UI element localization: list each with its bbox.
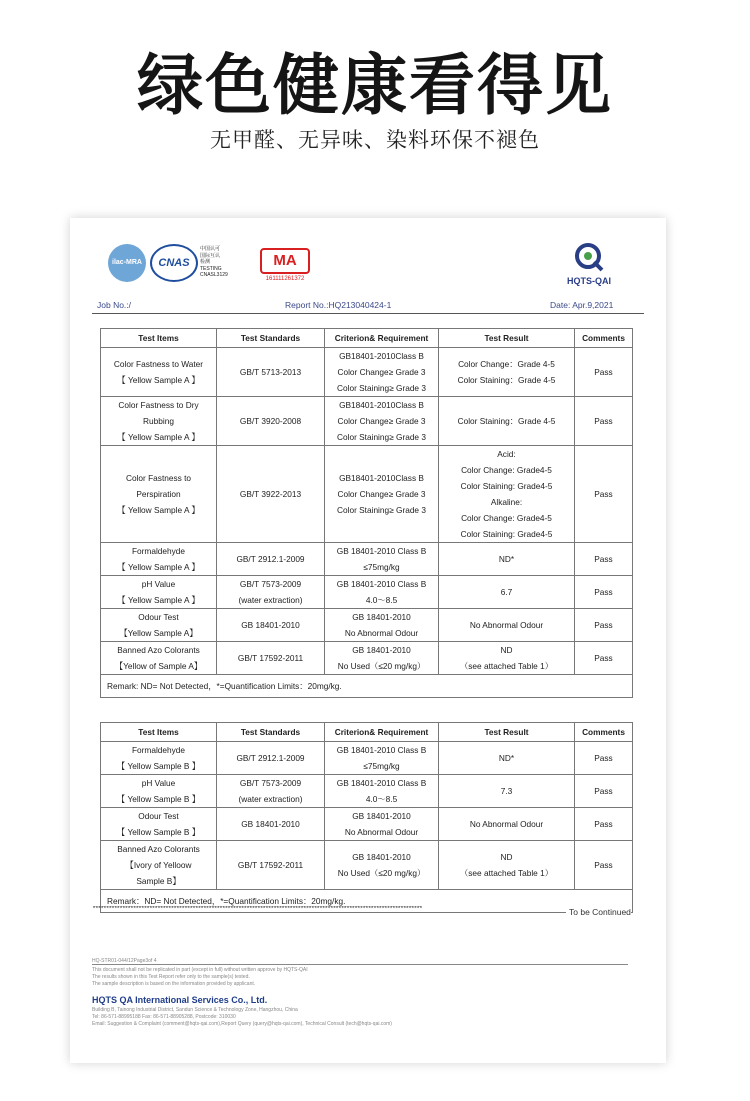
ilac-mra-logo: ilac-MRA: [108, 244, 146, 282]
company-address: Building B, Tainong Industrial District, Sandun Science & Technology Zone, Hangzhou, China: [92, 1007, 298, 1013]
cell-line: 6.7: [500, 587, 513, 597]
cell-line: ≤75mg/kg: [363, 761, 400, 771]
table-row: [101, 576, 633, 609]
report-number: Report No.:HQ213040424-1: [285, 300, 392, 310]
cell-line: Banned Azo Colorants: [117, 844, 200, 854]
cnas-accreditation-text: 中国认可 国际互认 检测 TESTING CNASL3129: [200, 246, 228, 278]
cell-line: GB/T 2912.1-2009: [236, 753, 305, 763]
cell-line: GB/T 5713-2013: [239, 367, 302, 377]
test-result-cell: [439, 841, 575, 890]
cell-line: GB/T 3920-2008: [239, 416, 302, 426]
cell-line: Color Staining≥ Grade 3: [337, 505, 426, 515]
report-date: Date: Apr.9,2021: [550, 300, 614, 310]
results-table-sample-b: [100, 722, 633, 913]
test-standard-cell: [217, 397, 325, 446]
test-result-cell: [439, 808, 575, 841]
cell-line: Color Staining: Grade4-5: [460, 481, 553, 491]
cell-line: GB18401-2010Class B: [339, 473, 424, 483]
cell-line: Color Change: Grade4-5: [461, 513, 552, 523]
criterion-cell: [325, 841, 439, 890]
test-standard-cell: [217, 576, 325, 609]
cell-line: 【 Yellow Sample A 】: [117, 595, 200, 605]
test-result-cell: [439, 397, 575, 446]
test-result-cell: [439, 446, 575, 543]
company-email: Email: Suggestion & Complaint (comment@hqts-qai.com),Report Query (query@hqts-qai.com), Technical Consult (tech@hqts-qai.com): [92, 1021, 392, 1027]
cell-line: GB/T 17592-2011: [237, 860, 304, 870]
cell-line: Formaldehyde: [131, 745, 186, 755]
cell-line: ND*: [498, 554, 515, 564]
cell-line: 【Yellow Sample A】: [119, 628, 198, 638]
comment-cell: Pass: [575, 841, 633, 890]
cell-line: ND*: [498, 753, 515, 763]
cell-line: Color Staining≥ Grade 3: [337, 432, 426, 442]
cell-line: GB 18401-2010: [352, 811, 411, 821]
criterion-cell: [325, 742, 439, 775]
column-header: Test Items: [101, 723, 217, 742]
cell-line: Banned Azo Colorants: [117, 645, 200, 655]
cell-line: 7.3: [500, 786, 513, 796]
test-standard-cell: [217, 775, 325, 808]
cell-line: Color Fastness to Dry: [118, 400, 199, 410]
test-item-cell: [101, 348, 217, 397]
comment-cell: Pass: [575, 348, 633, 397]
hqts-q-icon: [574, 242, 604, 272]
cell-line: Color Staining: Grade4-5: [460, 529, 553, 539]
cell-line: 【Ivory of Yelloow: [125, 860, 192, 870]
table-row: [101, 808, 633, 841]
cell-line: 【 Yellow Sample A 】: [117, 375, 200, 385]
cell-line: Rubbing: [143, 416, 174, 426]
cma-number: 161111261372: [265, 276, 305, 282]
criterion-cell: [325, 446, 439, 543]
test-item-cell: [101, 576, 217, 609]
cell-line: Color Change≥ Grade 3: [337, 416, 426, 426]
cell-line: ND: [500, 645, 513, 655]
table-row: [101, 543, 633, 576]
cell-line: GB18401-2010Class B: [339, 400, 424, 410]
cnas-logo: CNAS: [150, 244, 198, 282]
cell-line: 【 Yellow Sample A 】: [117, 432, 200, 442]
column-header: Comments: [575, 723, 633, 742]
table-row: [101, 609, 633, 642]
comment-cell: Pass: [575, 808, 633, 841]
comment-cell: Pass: [575, 609, 633, 642]
cell-line: Color Staining≥ Grade 3: [337, 383, 426, 393]
cell-line: GB 18401-2010: [352, 612, 411, 622]
test-item-cell: [101, 543, 217, 576]
test-standard-cell: [217, 808, 325, 841]
cell-line: （see attached Table 1）: [459, 868, 554, 878]
test-item-cell: [101, 446, 217, 543]
column-header: Comments: [575, 329, 633, 348]
cell-line: GB 18401-2010 Class B: [336, 778, 427, 788]
criterion-cell: [325, 609, 439, 642]
test-result-cell: [439, 742, 575, 775]
cell-line: Formaldehyde: [131, 546, 186, 556]
cell-line: Odour Test: [138, 612, 179, 622]
criterion-cell: [325, 642, 439, 675]
cell-line: ND: [500, 852, 513, 862]
hqts-logo-text: HQTS-QAI: [567, 276, 611, 286]
to-be-continued: To be Continued: [566, 907, 631, 917]
hqts-logo: [554, 242, 624, 286]
test-item-cell: [101, 742, 217, 775]
column-header: Test Result: [439, 329, 575, 348]
page-subtitle: 无甲醛、无异味、染料环保不褪色: [210, 128, 540, 152]
cell-line: Color Change≥ Grade 3: [337, 367, 426, 377]
cell-line: No Abnormal Odour: [469, 620, 544, 630]
test-item-cell: [101, 808, 217, 841]
test-result-cell: [439, 348, 575, 397]
cell-line: No Abnormal Odour: [344, 827, 419, 837]
cell-line: GB 18401-2010: [352, 645, 411, 655]
cell-line: GB 18401-2010: [352, 852, 411, 862]
comment-cell: Pass: [575, 397, 633, 446]
test-report-document: [70, 218, 666, 1063]
test-item-cell: [101, 642, 217, 675]
cell-line: No Used（≤20 mg/kg）: [337, 661, 426, 671]
dotted-separator: **************************************************************************************************************************: [92, 906, 422, 914]
cell-line: GB/T 2912.1-2009: [236, 554, 305, 564]
table-row: [101, 642, 633, 675]
criterion-cell: [325, 775, 439, 808]
test-result-cell: [439, 576, 575, 609]
table-row: [101, 775, 633, 808]
test-result-cell: [439, 543, 575, 576]
criterion-cell: [325, 397, 439, 446]
cell-line: Color Fastness to: [125, 473, 192, 483]
test-item-cell: [101, 609, 217, 642]
table-header-row: [101, 723, 633, 742]
disclaimer-line: The results shown in this Test Report refer only to the sample(s) tested.: [92, 974, 250, 980]
comment-cell: Pass: [575, 543, 633, 576]
page-title: 绿色健康看得见: [137, 47, 613, 124]
cell-line: 【 Yellow Sample A 】: [117, 505, 200, 515]
footer-divider: [92, 964, 628, 965]
cell-line: GB 18401-2010 Class B: [336, 546, 427, 556]
cell-line: GB/T 3922-2013: [239, 489, 302, 499]
column-header: Criterion& Requirement: [325, 329, 439, 348]
cell-line: Odour Test: [138, 811, 179, 821]
table-row: [101, 397, 633, 446]
criterion-cell: [325, 348, 439, 397]
cell-line: No Abnormal Odour: [469, 819, 544, 829]
cell-line: Acid:: [497, 449, 516, 459]
cma-logo: MA: [260, 248, 310, 274]
test-item-cell: [101, 775, 217, 808]
table-row: [101, 742, 633, 775]
table-row: [101, 841, 633, 890]
test-item-cell: [101, 841, 217, 890]
cell-line: GB/T 17592-2011: [237, 653, 304, 663]
test-standard-cell: [217, 642, 325, 675]
form-number: HQ-STR01-044/12Page3of 4: [92, 958, 157, 964]
cell-line: 【 Yellow Sample B 】: [116, 827, 201, 837]
criterion-cell: [325, 576, 439, 609]
column-header: Criterion& Requirement: [325, 723, 439, 742]
cell-line: GB/T 7573-2009: [239, 579, 302, 589]
company-name: HQTS QA International Services Co., Ltd.: [92, 995, 268, 1005]
cell-line: GB/T 7573-2009: [239, 778, 302, 788]
test-standard-cell: [217, 348, 325, 397]
disclaimer-line: This document shall not be replicated in part (except in full) without written approve by HQTS-QAI: [92, 967, 308, 973]
cell-line: 【 Yellow Sample B 】: [116, 794, 201, 804]
table-header-row: [101, 329, 633, 348]
cell-line: 【 Yellow Sample A 】: [117, 562, 200, 572]
test-standard-cell: [217, 543, 325, 576]
remark-text: Remark: ND= Not Detected，*=Quantification Limits：20mg/kg.: [101, 675, 633, 698]
cell-line: GB18401-2010Class B: [339, 351, 424, 361]
cell-line: ≤75mg/kg: [363, 562, 400, 572]
cell-line: GB 18401-2010: [241, 819, 300, 829]
comment-cell: Pass: [575, 576, 633, 609]
cell-line: GB 18401-2010 Class B: [336, 579, 427, 589]
cell-line: (water extraction): [238, 794, 303, 804]
cell-line: Color Change: Grade4-5: [461, 465, 552, 475]
cell-line: GB 18401-2010 Class B: [336, 745, 427, 755]
test-result-cell: [439, 775, 575, 808]
comment-cell: Pass: [575, 742, 633, 775]
comment-cell: Pass: [575, 775, 633, 808]
cell-line: (water extraction): [238, 595, 303, 605]
cell-line: （see attached Table 1）: [459, 661, 554, 671]
test-standard-cell: [217, 609, 325, 642]
cell-line: Alkaline:: [490, 497, 523, 507]
cell-line: pH Value: [141, 579, 176, 589]
remark-text: Remark：ND= Not Detected，*=Quantification Limits：20mg/kg.: [101, 890, 633, 913]
column-header: Test Result: [439, 723, 575, 742]
cell-line: No Used（≤20 mg/kg）: [337, 868, 426, 878]
cell-line: pH Value: [141, 778, 176, 788]
test-result-cell: [439, 642, 575, 675]
cell-line: 【Yellow of Sample A】: [114, 661, 203, 671]
header-divider: [92, 313, 644, 314]
column-header: Test Items: [101, 329, 217, 348]
table-row: [101, 446, 633, 543]
cell-line: Perspiration: [136, 489, 181, 499]
cell-line: GB 18401-2010: [241, 620, 300, 630]
criterion-cell: [325, 808, 439, 841]
job-number: Job No.:/: [97, 300, 132, 310]
cell-line: Color Staining：Grade 4-5: [457, 375, 556, 385]
cell-line: 【 Yellow Sample B 】: [116, 761, 201, 771]
cell-line: 4.0～8.5: [365, 794, 398, 804]
column-header: Test Standards: [217, 723, 325, 742]
cell-line: Color Change≥ Grade 3: [337, 489, 426, 499]
test-result-cell: [439, 609, 575, 642]
cell-line: Color Fastness to Water: [113, 359, 204, 369]
comment-cell: Pass: [575, 642, 633, 675]
cell-line: 4.0～8.5: [365, 595, 398, 605]
disclaimer-line: The sample description is based on the information provided by applicant.: [92, 981, 256, 987]
test-standard-cell: [217, 446, 325, 543]
cell-line: Color Staining：Grade 4-5: [457, 416, 556, 426]
test-item-cell: [101, 397, 217, 446]
comment-cell: Pass: [575, 446, 633, 543]
cell-line: Sample B】: [136, 876, 181, 886]
cell-line: Color Change：Grade 4-5: [458, 359, 555, 369]
results-table-sample-a: [100, 328, 633, 698]
criterion-cell: [325, 543, 439, 576]
column-header: Test Standards: [217, 329, 325, 348]
test-standard-cell: [217, 841, 325, 890]
cell-line: No Abnormal Odour: [344, 628, 419, 638]
remark-row: [101, 675, 633, 698]
table-row: [101, 348, 633, 397]
company-contact: Tel: 86-571-88995188 Fax: 86-571-88905288, Postcode: 310030: [92, 1014, 236, 1020]
test-standard-cell: [217, 742, 325, 775]
